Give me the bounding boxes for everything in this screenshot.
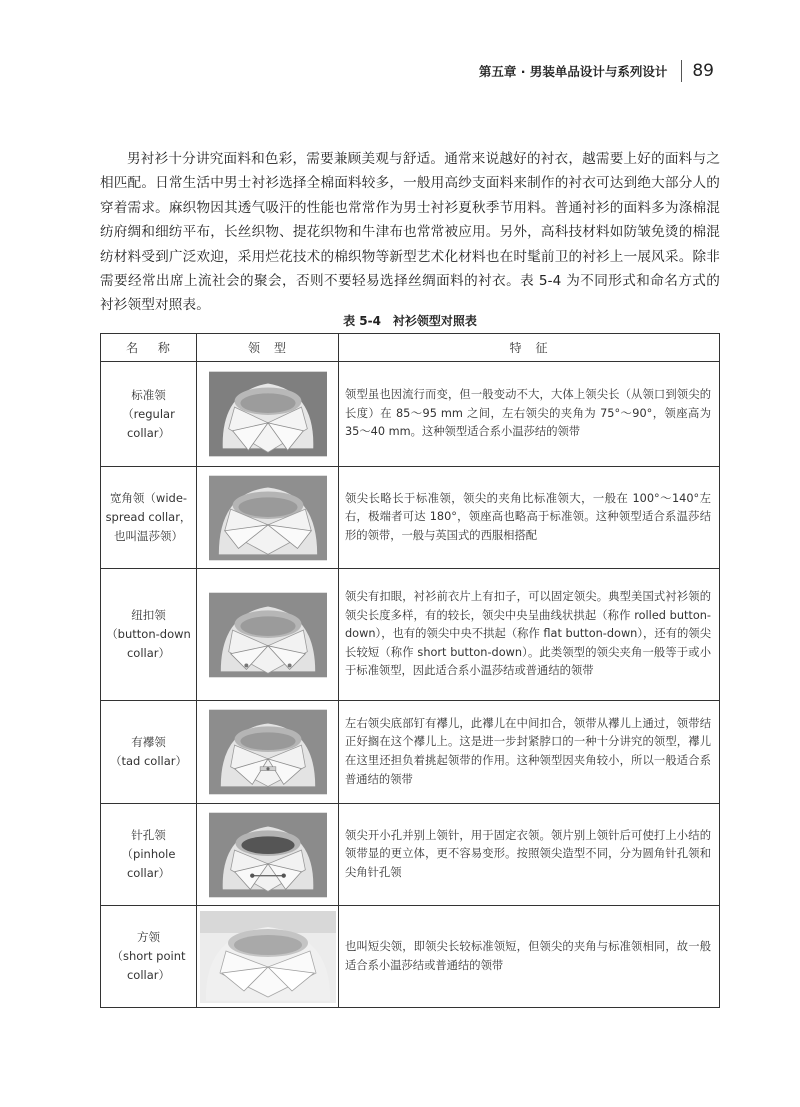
- wide-spread-collar-image: [209, 475, 327, 561]
- table-row: [101, 362, 720, 467]
- table-row: [101, 804, 720, 906]
- collar-name: [101, 362, 197, 467]
- collar-name: [101, 804, 197, 906]
- table-row: [101, 906, 720, 1008]
- collar-name-cn: 标准领: [131, 387, 166, 402]
- table-row: [101, 467, 720, 569]
- collar-feature: 领尖开小孔并别上领针，用于固定衣领。领片别上领针后可使打上小结的领带显的更立体，更不容易变形。按照领尖造型不同，分为圆角针孔领和尖角针孔领: [339, 804, 720, 906]
- table-caption: 表 5-4 衬衫领型对照表: [343, 314, 477, 328]
- collar-name: [101, 467, 197, 569]
- table-row: [101, 701, 720, 804]
- collar-name-en: （short point collar）: [111, 949, 186, 982]
- collar-photo-cell: [197, 467, 339, 569]
- collar-name-cn: 宽角领（wide-spread collar，: [105, 491, 192, 524]
- button-down-collar-image: [209, 592, 327, 678]
- collar-feature: 也叫短尖领，即领尖长较标准领短，但领尖的夹角与标准领相同，故一般适合系小温莎结或普通结的领带: [339, 906, 720, 1008]
- collar-name-en: （pinhole collar）: [121, 847, 176, 880]
- header-type: 领 型: [197, 334, 339, 362]
- collar-feature: 领尖有扣眼，衬衫前衣片上有扣子，可以固定领尖。典型美国式衬衫领的领尖长度多样，有的较长，领尖中央呈曲线状拱起（称作 rolled button-down），也有的领尖中央不拱起（称作 flat button-down），还有的领尖长较短（称作 short button-down）。此类领型的领尖夹角一般等于或小于标准领型，因此适合系小温莎结或普通结的领带: [339, 569, 720, 701]
- collar-feature: 领尖长略长于标准领，领尖的夹角比标准领大，一般在 100°～140°左右，极端者可达 180°，领座高也略高于标准领。这种领型适合系温莎结形的领带，一般与英国式的西服相搭配: [339, 467, 720, 569]
- collar-name: [101, 906, 197, 1008]
- collar-photo-cell: [197, 804, 339, 906]
- header-name: 名 称: [101, 334, 197, 362]
- collar-photo-cell: [197, 362, 339, 467]
- body-paragraph: 男衬衫十分讲究面料和色彩，需要兼顾美观与舒适。通常来说越好的衬衣，越需要上好的面料与之相匹配。日常生活中男士衬衫选择全棉面料较多，一般用高纱支面料来制作的衬衣可达到绝大部分人的穿着需求。麻织物因其透气吸汗的性能也常常作为男士衬衫夏秋季节用料。普通衬衫的面料多为涤棉混纺府绸和细纺平布，长丝织物、提花织物和牛津布也常常被应用。另外，高科技材料如防皱免烫的棉混纺材料受到广泛欢迎，采用烂花技术的棉织物等新型艺术化材料也在时髦前卫的衬衫上一展风采。除非需要经常出席上流社会的聚会，否则不要轻易选择丝绸面料的衬衣。表 5-4 为不同形式和命名方式的衬衫领型对照表。: [100, 151, 720, 314]
- collar-photo-cell: [197, 701, 339, 804]
- collar-feature: 领型虽也因流行而变，但一般变动不大，大体上领尖长（从领口到领尖的长度）在 85～95 mm 之间，左右领尖的夹角为 75°～90°，领座高为 35～40 mm。这种领型适合系小温莎结的领带: [339, 362, 720, 467]
- short-point-collar-image: [200, 911, 336, 1003]
- running-header: [479, 58, 714, 84]
- collar-name-en: （tad collar）: [109, 754, 188, 768]
- header-divider: [681, 60, 682, 82]
- chapter-title: 第五章 · 男装单品设计与系列设计: [478, 64, 668, 79]
- collar-comparison-table: [100, 333, 720, 1008]
- tad-collar-image: [209, 709, 327, 795]
- table-row: [101, 569, 720, 701]
- collar-name: [101, 701, 197, 804]
- table-header-row: [101, 334, 720, 362]
- collar-name-cn: 方领: [137, 930, 160, 944]
- pinhole-collar-image: [209, 812, 327, 898]
- collar-name-cn: 针孔领: [131, 828, 166, 842]
- collar-name-en: （button-down collar）: [106, 627, 191, 660]
- regular-collar-image: [209, 371, 327, 457]
- collar-name: [101, 569, 197, 701]
- header-feature: 特 征: [339, 334, 720, 362]
- collar-name-cn: 纽扣领: [131, 608, 166, 622]
- collar-photo-cell: [197, 569, 339, 701]
- collar-name-en: （regular collar）: [122, 406, 175, 440]
- collar-photo-cell: [197, 906, 339, 1008]
- page-number: 89: [692, 61, 714, 81]
- collar-name-cn: 有襻领: [131, 735, 166, 749]
- collar-name-en: 也叫温莎领）: [114, 529, 183, 543]
- collar-feature: 左右领尖底部钉有襻儿，此襻儿在中间扣合，领带从襻儿上通过，领带结正好搁在这个襻儿上。这是进一步封紧脖口的一种十分讲究的领型，襻儿在这里还担负着挑起领带的作用。这种领型因夹角较小，所以一般适合系普通结的领带: [339, 701, 720, 804]
